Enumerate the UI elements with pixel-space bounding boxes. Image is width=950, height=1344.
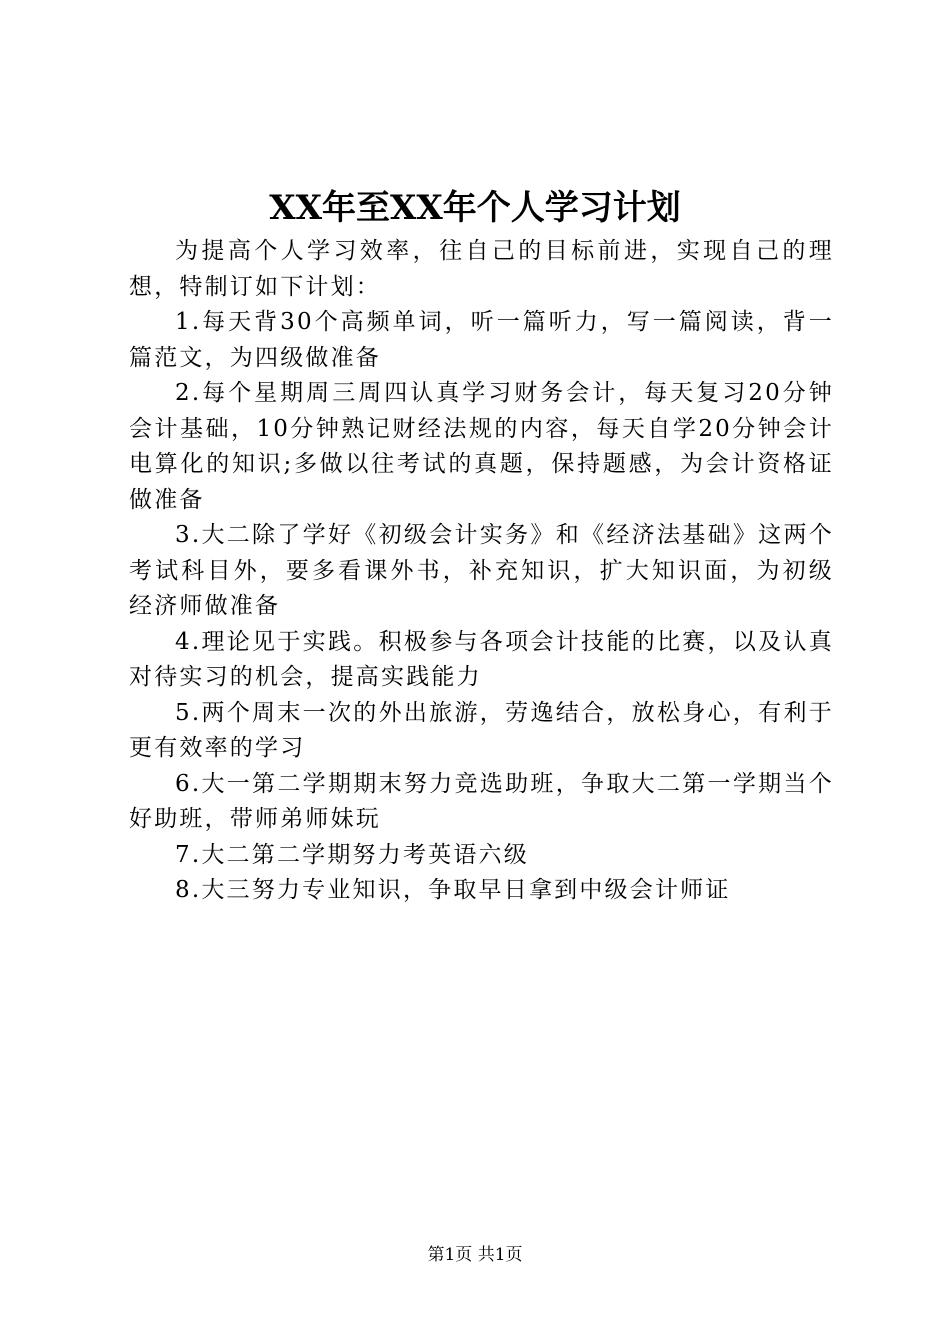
plan-item-7: 7.大二第二学期努力考英语六级 (175, 841, 529, 868)
intro-paragraph: 为提高个人学习效率，往自己的目标前进，实现自己的理想，特制订如下计划： (129, 238, 834, 300)
document-body (129, 234, 834, 909)
plan-item-6: 6.大一第二学期期末努力竞选助班，争取大二第一学期当个好助班，带师弟师妹玩 (129, 770, 834, 832)
plan-item-1: 1.每天背30个高频单词，听一篇听力，写一篇阅读，背一篇范文，为四级做准备 (129, 309, 834, 371)
plan-item-4: 4.理论见于实践。积极参与各项会计技能的比赛，以及认真对待实习的机会，提高实践能力 (129, 628, 834, 690)
document-title: XX年至XX年个人学习计划 (269, 188, 681, 228)
plan-item-5: 5.两个周末一次的外出旅游，劳逸结合，放松身心，有利于更有效率的学习 (129, 699, 834, 761)
page-footer: 第1页 共1页 (427, 1245, 523, 1265)
plan-item-8: 8.大三努力专业知识，争取早日拿到中级会计师证 (175, 877, 731, 903)
plan-item-3: 3.大二除了学好《初级会计实务》和《经济法基础》这两个考试科目外，要多看课外书，补充知识，扩大知识面，为初级经济师做准备 (129, 522, 834, 619)
plan-item-2: 2.每个星期周三周四认真学习财务会计，每天复习20分钟会计基础，10分钟熟记财经法规的内容，每天自学20分钟会计电算化的知识;多做以往考试的真题，保持题感，为会计资格证做准备 (129, 380, 834, 513)
